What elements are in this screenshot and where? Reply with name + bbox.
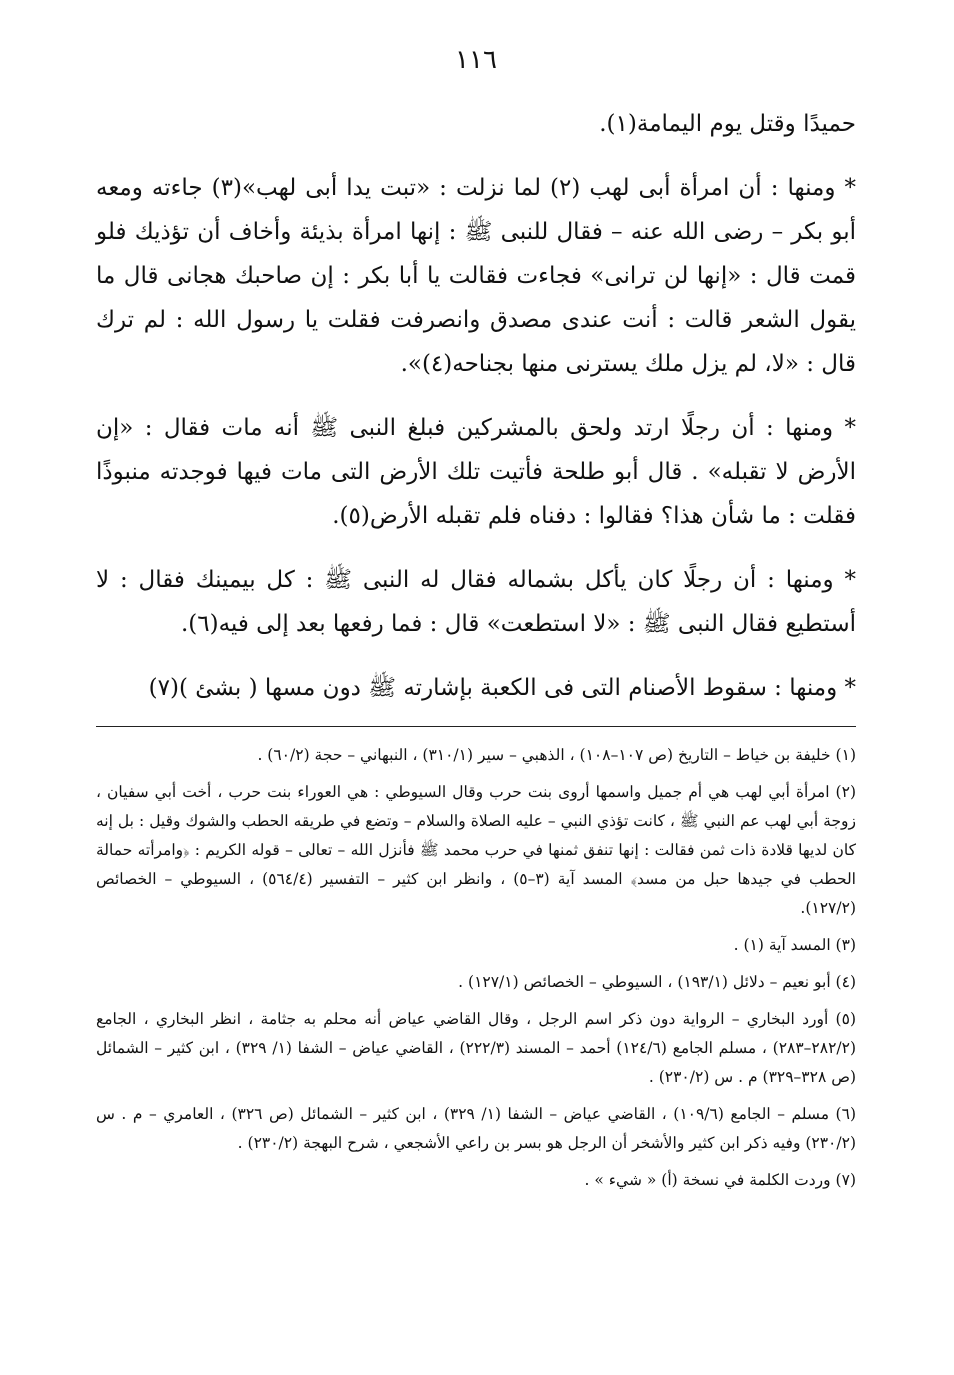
paragraph-abu-lahab-wife: * ومنها : أن امرأة أبى لهب (٢) لما نزلت : «تبت يدا أبى لهب»(٣) جاءته ومعه أبو بكر – رضى الله عنه – فقال للنبى ﷺ : إنها امرأة بذيئة وأخاف أن تؤذيك فلو قمت قال : «إنها لن ترانى» فجاءت فقالت يا أبا بكر : إن صاحبك هجانى قال ما يقول الشعر قالت : أنت عندى مصدق وانصرفت فقلت يا رسول الله : لم ترك قال : «لا، لم يزل ملك يسترنى منها بجناحه(٤)». [96,175,856,377]
paragraph-idols-falling: * ومنها : سقوط الأصنام التى فى الكعبة بإشارته ﷺ دون مسها ( بشئ )(٧) [148,675,856,701]
footnotes [96,741,856,1195]
footnote-2: (٢) امرأة أبي لهب هي أم جميل واسمها أروى بنت حرب وقال السيوطي : هي العوراء بنت حرب ، أخت أبي سفيان ، زوجة أبي لهب عم النبي ﷺ ، كانت تؤذي النبي – عليه الصلاة والسلام – وتضع في طريقه الحطب والشوك وقيل : بل إنه كان لديها قلادة ذات ثمن فقالت : إنها تنفق ثمنها في حرب محمد ﷺ فأنزل الله – تعالى – قوله الكريم : ﴿وامرأته حمالة الحطب في جيدها حبل من مسد﴾ المسد آية (٣–٥) ، وانظر ابن كثير – التفسير (٥٦٤/٤) ، السيوطي – الخصائص (١٢٧/٢). [96,783,856,917]
footnote-6: (٦) مسلم – الجامع (١٠٩/٦) ، القاضي عياض – الشفا (١/ ٣٢٩) ، ابن كثير – الشمائل (ص ٣٢٦) ، العامري – م . س (٢٣٠/٢) وفيه ذكر ابن كثير والأشخر أن الرجل هو بسر بن راعي الأشجعي ، شرح البهجة (٢٣٠/٢) . [96,1105,856,1152]
main-text [96,102,856,710]
footnote-3: (٣) المسد آية (١) . [733,936,856,954]
book-page [96,40,856,1203]
footnote-5: (٥) أورد البخاري – الرواية دون ذكر اسم الرجل ، وقال القاضي عياض أنه محلم به جثامة ، انظر البخاري ، الجامع (٢٨٢/٢–٢٨٣) ، مسلم الجامع (١٢٤/٦) أحمد – المسند (٢٢٢/٣) ، القاضي عياض – الشفا (١/ ٣٢٩) ، ابن كثير – الشمائل (ص ٣٢٨–٣٢٩) م . س (٢٣٠/٢) . [96,1010,857,1086]
page-number: ١١٦ [455,45,497,75]
paragraph-apostate-man: * ومنها : أن رجلًا ارتد ولحق بالمشركين فبلغ النبى ﷺ أنه مات فقال : «إن الأرض لا تقبله» . قال أبو طلحة فأتيت تلك الأرض التى مات فيها فوجدته منبوذًا فقلت : ما شأن هذا؟ فقالوا : دفناه فلم تقبله الأرض(٥). [96,415,856,529]
paragraph-left-hand-eater: * ومنها : أن رجلًا كان يأكل بشماله فقال له النبى ﷺ : كل بيمينك فقال : لا أستطيع فقال النبى ﷺ : «لا استطعت» قال : فما رفعها بعد إلى فيه(٦). [96,567,856,637]
footnote-1: (١) خليفة بن خياط – التاريخ (ص ١٠٧–١٠٨) ، الذهبي – سير (٣١٠/١) ، النبهاني – حجة (٦٠/٢) . [257,746,856,764]
footnote-4: (٤) أبو نعيم – دلائل (١٩٣/١) ، السيوطي – الخصائص (١٢٧/١) . [458,973,856,991]
footnote-7: (٧) وردت الكلمة في نسخة (أ) « شيء » . [584,1171,856,1189]
paragraph-intro: حميدًا وقتل يوم اليمامة(١). [599,111,856,137]
footnote-divider [96,726,856,727]
